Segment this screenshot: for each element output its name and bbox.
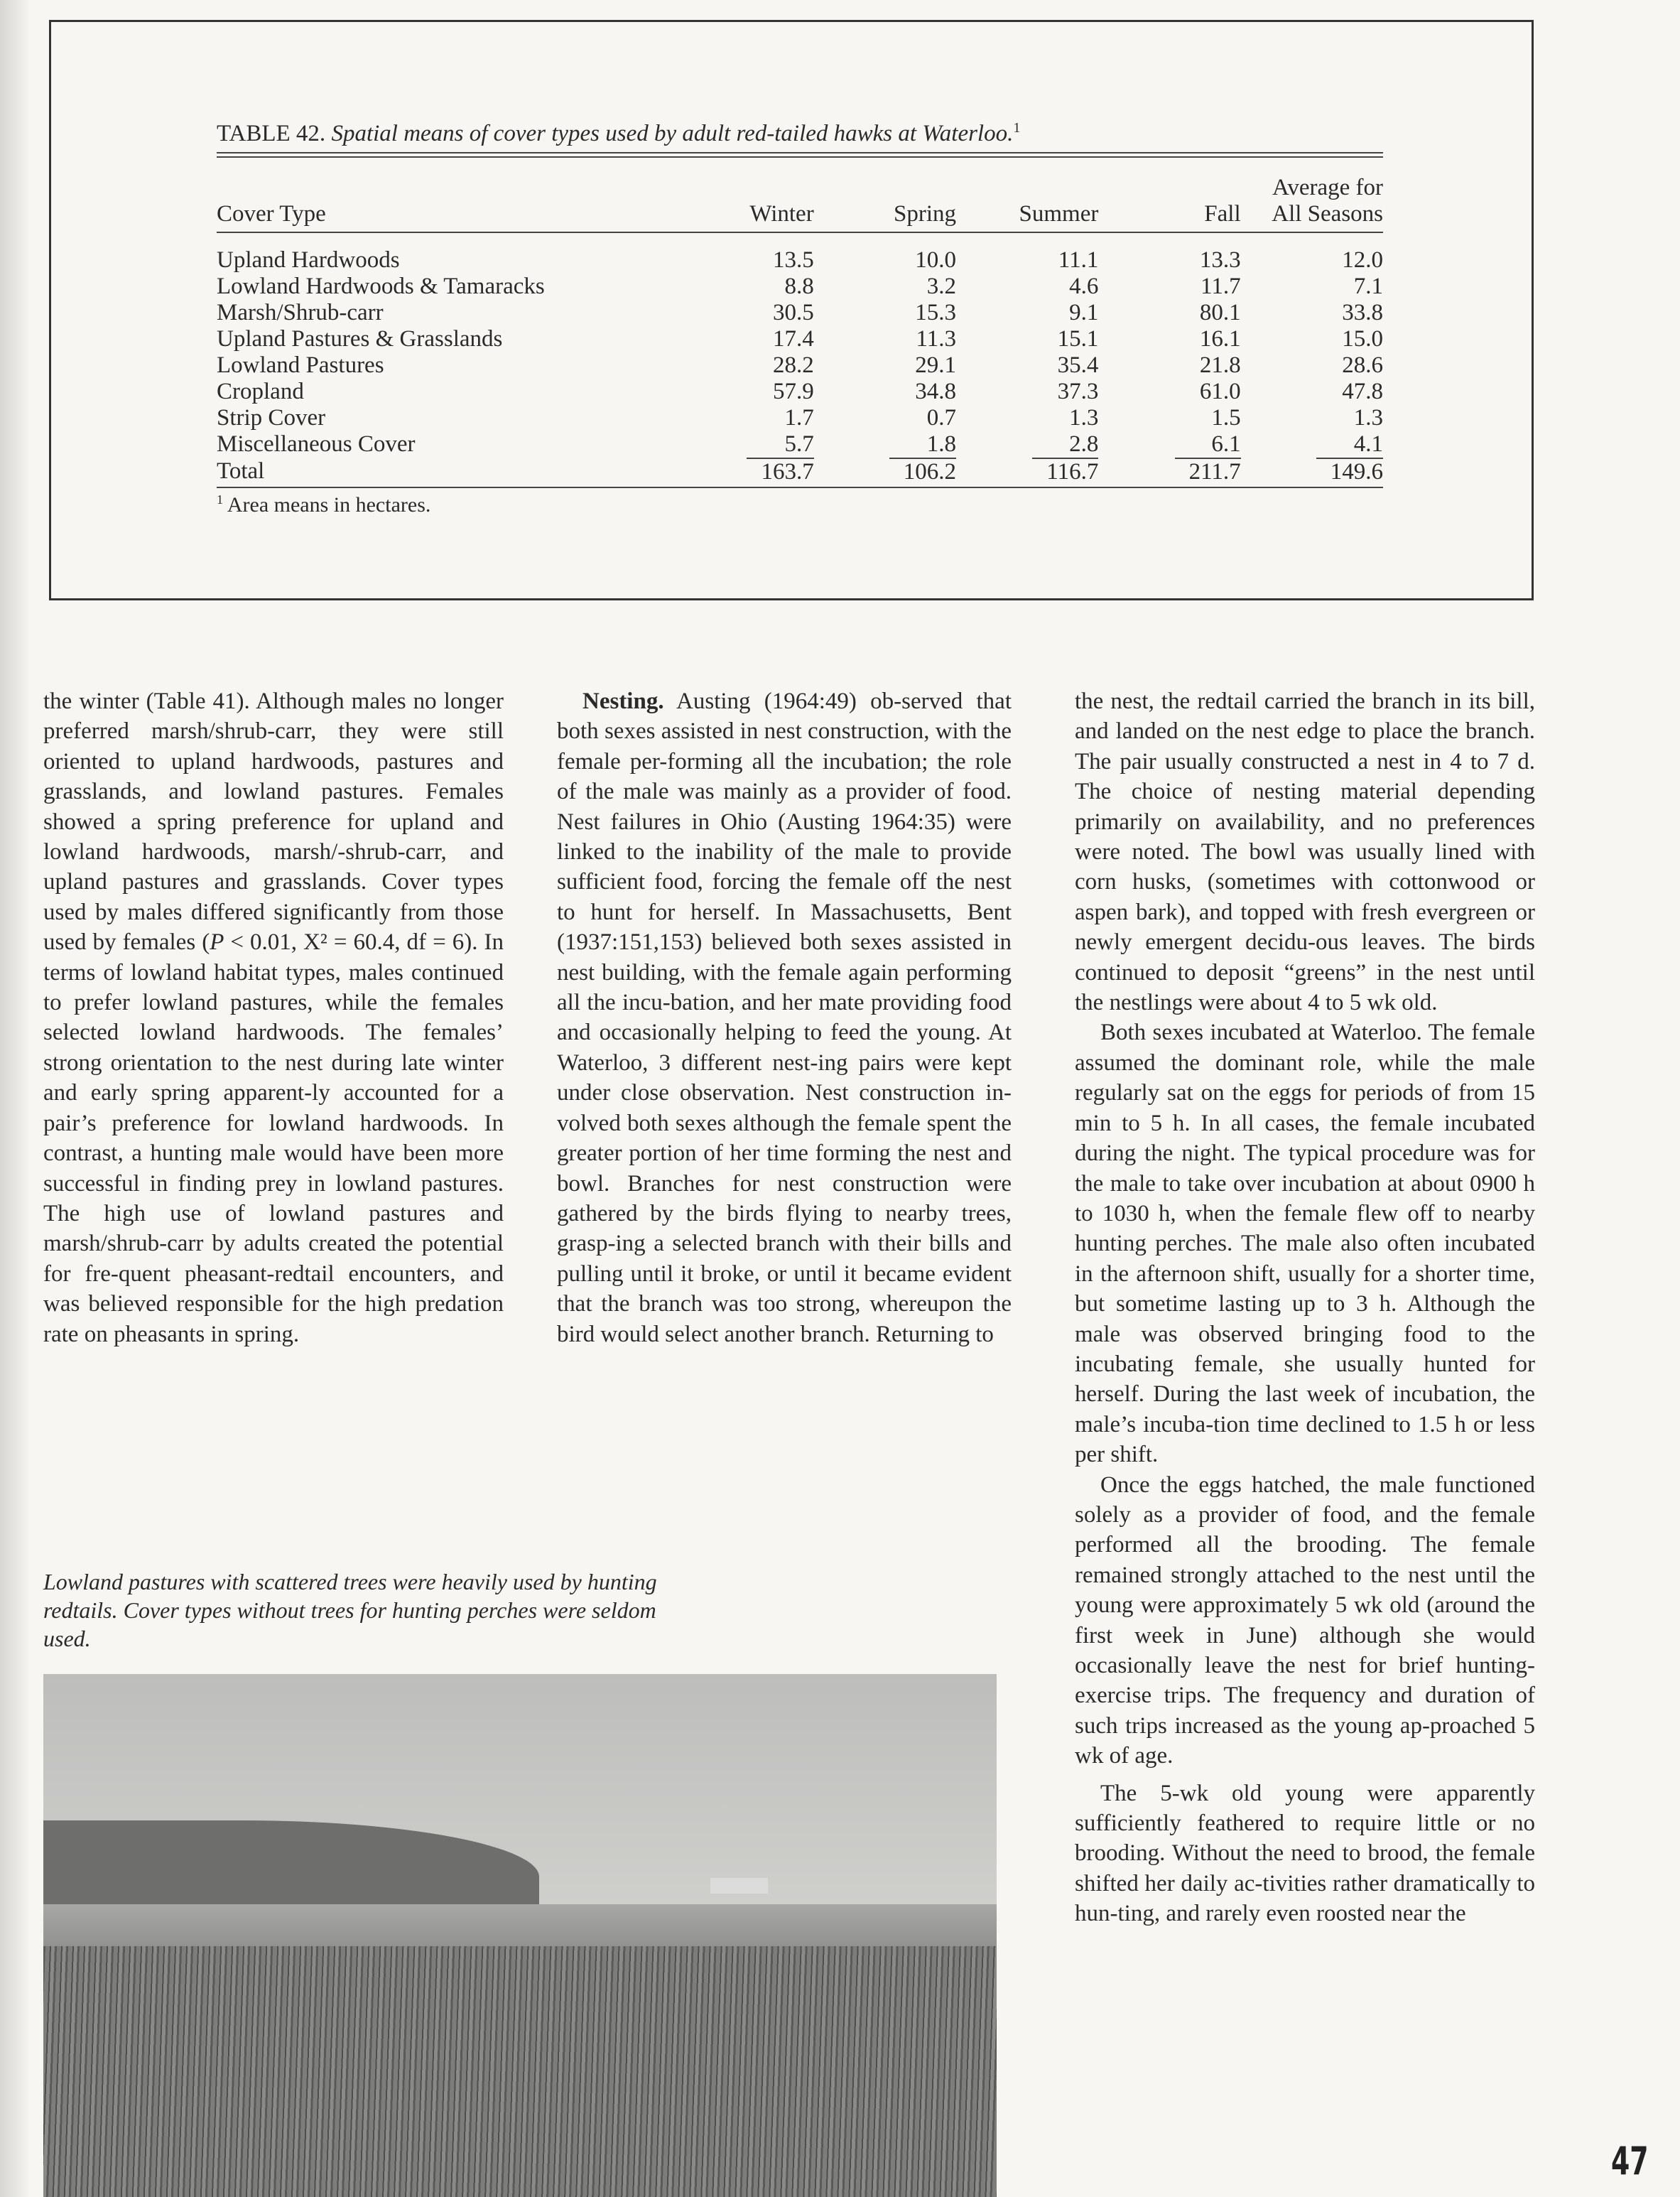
paragraph xyxy=(43,686,504,1349)
cell-summer xyxy=(956,300,1098,326)
cell-winter xyxy=(671,300,813,326)
cell-value: 47.8 xyxy=(1342,379,1383,404)
cell-cover-type: Marsh/Shrub-carr xyxy=(217,300,384,325)
cell-value: 1.8 xyxy=(926,431,957,457)
col-header-summer: Summer xyxy=(956,175,1098,232)
cell-value: 15.0 xyxy=(1342,326,1383,352)
table-title-double-rule xyxy=(217,153,1383,158)
cell-value: 1.3 xyxy=(1353,405,1383,431)
col-header-spring: Spring xyxy=(814,175,956,232)
cell-summer xyxy=(956,274,1098,300)
cover-types-table xyxy=(217,175,1383,488)
cell-avg xyxy=(1241,274,1383,300)
cell-cover-type: Lowland Pastures xyxy=(217,352,384,378)
cell-winter xyxy=(671,379,813,405)
text-run: the winter (Table 41). Although males no longer preferred marsh/shrub-carr, they were still oriented to upland hardwoods, pastures and grasslands, and lowland pastures. Females showed a spring preference for upland and lowland hardwoods, marsh/-shrub-carr, and upland pastures and grasslands. Cover types used by males differed significantly from those used by females ( xyxy=(43,689,504,956)
col-header-winter: Winter xyxy=(671,175,813,232)
cell-value: 10.0 xyxy=(915,247,957,273)
section-heading-nesting: Nesting. xyxy=(582,689,664,714)
cell-spring xyxy=(814,405,956,431)
text-run: < 0.01, X² = 60.4, df = 6). In terms of lowland habitat types, males continued to prefer lowland pastures, while the females selected lowland hardwoods. The females’ strong orientation to the nest during late winter and early spring apparent-ly accounted for a pair’s preference for lowland hardwoods. In contrast, a hunting male would have been more successful in finding prey in lowland pastures. The high use of lowland pastures and marsh/shrub-carr by adults created the potential for fre-quent pheasant-redtail encounters, and was believed responsible for the high predation rate on pheasants in spring. xyxy=(43,929,504,1347)
cell-summer xyxy=(956,232,1098,274)
cell-avg xyxy=(1241,232,1383,274)
col-header-fall: Fall xyxy=(1098,175,1240,232)
cell-value: 3.2 xyxy=(926,274,957,299)
footnote-mark: 1 xyxy=(217,492,223,507)
paragraph-nesting xyxy=(557,686,1012,1349)
cell-winter xyxy=(671,232,813,274)
cell-fall xyxy=(1098,232,1240,274)
table-row xyxy=(217,326,1383,352)
cell-spring xyxy=(814,274,956,300)
table-row xyxy=(217,405,1383,431)
cell-value: 15.1 xyxy=(1057,326,1099,352)
cell-value: 13.3 xyxy=(1199,247,1241,273)
cell-summer xyxy=(956,458,1098,487)
cell-spring xyxy=(814,458,956,487)
cell-value: 6.1 xyxy=(1211,431,1241,457)
cell-value: 35.4 xyxy=(1057,352,1099,378)
figure-caption: Lowland pastures with scattered trees were heavily used by hunting redtails. Cover types without trees for hunting perches were seldom used. xyxy=(43,1569,657,1651)
cell-value: 29.1 xyxy=(915,352,957,378)
cell-summer xyxy=(956,405,1098,431)
landscape-photo xyxy=(43,1674,997,2197)
cell-fall xyxy=(1098,274,1240,300)
col-header-average xyxy=(1241,175,1383,232)
cell-avg xyxy=(1241,326,1383,352)
cell-cover-type: Upland Pastures & Grasslands xyxy=(217,326,503,352)
cell-value: 13.5 xyxy=(772,247,814,273)
cell-value: 34.8 xyxy=(915,379,957,404)
cell-value: 33.8 xyxy=(1342,300,1383,325)
cell-value: 80.1 xyxy=(1199,300,1241,325)
cell-avg xyxy=(1241,352,1383,379)
table-label: TABLE 42. xyxy=(217,121,326,146)
body-column-left xyxy=(43,686,504,1349)
cell-avg xyxy=(1241,458,1383,487)
table-row xyxy=(217,352,1383,379)
cell-fall xyxy=(1098,405,1240,431)
cell-fall xyxy=(1098,352,1240,379)
cell-winter xyxy=(671,326,813,352)
cell-spring xyxy=(814,326,956,352)
cell-winter xyxy=(671,431,813,458)
cell-value: 21.8 xyxy=(1199,352,1241,378)
cell-cover-type: Miscellaneous Cover xyxy=(217,431,416,457)
cell-fall xyxy=(1098,326,1240,352)
cell-winter xyxy=(671,458,813,487)
table-header-row xyxy=(217,175,1383,232)
cell-spring xyxy=(814,352,956,379)
cell-value: 7.1 xyxy=(1353,274,1383,299)
cell-value: 8.8 xyxy=(784,274,814,299)
cell-summer xyxy=(956,379,1098,405)
cell-value: 11.3 xyxy=(916,326,957,352)
cell-summer xyxy=(956,326,1098,352)
table-footnote xyxy=(217,492,1383,517)
cell-value: 116.7 xyxy=(1032,458,1098,485)
cell-avg xyxy=(1241,405,1383,431)
text-run: Austing (1964:49) ob-served that both sexes assisted in nest construction, with the female per-forming all the incubation; the role of the male was mainly as a provider of food. Nest failures in Ohio (Austing 1964:35) were linked to the inability of the male to provide sufficient food, forcing the female off the nest to hunt for herself. In Massachusetts, Bent (1937:151,153) believed both sexes assisted in nest building, with the female again performing all the incu-bation, and her mate providing food and occasionally helping to feed the young. At Waterloo, 3 different nest-ing pairs were kept under close observation. Nest construction in-volved both sexes although the female spent the greater portion of her time forming the nest and bowl. Branches for nest construction were gathered by the birds flying to nearby trees, grasp-ing a selected branch with their bills and pulling until it broke, or until it became evident that the branch was too strong, whereupon the bird would select another branch. Returning to xyxy=(557,689,1012,1347)
table-row xyxy=(217,379,1383,405)
cell-summer xyxy=(956,431,1098,458)
paragraph: The 5-wk old young were apparently sufficiently feathered to require little or no brooding. Without the need to brood, the female shifted her daily ac-tivities rather dramatically to hun-ting, and rarely even roosted near the xyxy=(1075,1780,1535,1927)
photo-grass-foreground xyxy=(43,1946,997,2197)
cell-value: 211.7 xyxy=(1175,458,1241,485)
table-caption: Spatial means of cover types used by adult red-tailed hawks at Waterloo. xyxy=(331,121,1014,146)
table-row xyxy=(217,274,1383,300)
cell-value: 30.5 xyxy=(772,300,814,325)
cell-spring xyxy=(814,431,956,458)
cell-value: 163.7 xyxy=(747,458,813,485)
paragraph: Once the eggs hatched, the male functioned solely as a provider of food, and the female performed all the brooding. The female remained strongly attached to the nest until the young were approximately 5 wk old (around the first week in June) although she would occasionally leave the nest for brief hunting-exercise trips. The frequency and duration of such trips increased as the young ap-proached 5 wk of age. xyxy=(1075,1472,1535,1769)
cell-fall xyxy=(1098,458,1240,487)
cell-value: 37.3 xyxy=(1057,379,1099,404)
scan-edge-shadow xyxy=(0,0,28,2197)
footnote-text: Area means in hectares. xyxy=(227,493,431,517)
cell-value: 61.0 xyxy=(1199,379,1241,404)
paragraph: the nest, the redtail carried the branch in its bill, and landed on the nest edge to place the branch. The pair usually constructed a nest in 4 to 7 d. The choice of nesting material depending primarily on availability, and no preferences were noted. The bowl was usually lined with corn husks, (sometimes with cottonwood or aspen bark), and topped with fresh evergreen or newly emergent decidu-ous leaves. The birds continued to deposit “greens” in the nest until the nestlings were about 4 to 5 wk old. xyxy=(1075,689,1535,1016)
cell-value: 5.7 xyxy=(784,431,814,457)
cell-spring xyxy=(814,379,956,405)
cell-fall xyxy=(1098,431,1240,458)
body-column-right xyxy=(1075,686,1535,1929)
cell-value: 1.7 xyxy=(784,405,814,431)
cell-winter xyxy=(671,352,813,379)
table-row xyxy=(217,431,1383,458)
cell-value: 1.5 xyxy=(1211,405,1241,431)
table-row xyxy=(217,232,1383,274)
cell-value: 11.1 xyxy=(1058,247,1099,273)
cell-value: 11.7 xyxy=(1201,274,1241,299)
cell-value: 149.6 xyxy=(1316,458,1383,485)
cell-winter xyxy=(671,405,813,431)
table-title-footnote-mark: 1 xyxy=(1013,120,1021,136)
cell-value: 4.1 xyxy=(1353,431,1383,457)
cell-value: 1.3 xyxy=(1069,405,1099,431)
cell-avg xyxy=(1241,431,1383,458)
cell-value: 4.6 xyxy=(1069,274,1099,299)
col-header-average-line2: All Seasons xyxy=(1272,201,1383,227)
cell-avg xyxy=(1241,379,1383,405)
cell-cover-type: Total xyxy=(217,458,671,487)
cell-value: 28.6 xyxy=(1342,352,1383,378)
col-header-average-line1: Average for xyxy=(1272,175,1383,200)
cell-value: 57.9 xyxy=(772,379,814,404)
photo-farmstead xyxy=(710,1878,768,1894)
table-row xyxy=(217,458,1383,487)
cell-cover-type: Cropland xyxy=(217,379,304,404)
cell-avg xyxy=(1241,300,1383,326)
table-42 xyxy=(217,114,1383,517)
cell-value: 28.2 xyxy=(772,352,814,378)
cell-winter xyxy=(671,274,813,300)
cell-spring xyxy=(814,232,956,274)
cell-fall xyxy=(1098,379,1240,405)
cell-value: 12.0 xyxy=(1342,247,1383,273)
table-title xyxy=(217,114,1383,153)
cell-value: 9.1 xyxy=(1069,300,1099,325)
cell-cover-type: Lowland Hardwoods & Tamaracks xyxy=(217,274,545,299)
cell-value: 2.8 xyxy=(1069,431,1099,457)
cell-summer xyxy=(956,352,1098,379)
body-column-middle xyxy=(557,686,1012,1349)
page-number: 47 xyxy=(1611,2139,1649,2183)
cell-fall xyxy=(1098,300,1240,326)
col-header-cover-type: Cover Type xyxy=(217,175,671,232)
table-row xyxy=(217,300,1383,326)
cell-value: 16.1 xyxy=(1199,326,1241,352)
cell-value: 17.4 xyxy=(772,326,814,352)
cell-cover-type: Upland Hardwoods xyxy=(217,247,400,273)
paragraph: Both sexes incubated at Waterloo. The female assumed the dominant role, while the male regularly sat on the eggs for periods of from 15 min to 5 h. In all cases, the female incubated during the night. The typical procedure was for the male to take over incubation at about 0900 h to 1030 h, when the female flew off to nearby hunting perches. The male also often incubated in the afternoon shift, usually for a shorter time, but sometime lasting up to 3 h. Although the male was observed bringing food to the incubating female, she usually hunted for herself. During the last week of incubation, the male’s incuba-tion time declined to 1.5 h or less per shift. xyxy=(1075,1020,1535,1468)
cell-value: 0.7 xyxy=(926,405,957,431)
cell-value: 106.2 xyxy=(889,458,956,485)
cell-value: 15.3 xyxy=(915,300,957,325)
text-run-italic: P xyxy=(210,929,224,956)
cell-cover-type: Strip Cover xyxy=(217,405,326,431)
cell-spring xyxy=(814,300,956,326)
